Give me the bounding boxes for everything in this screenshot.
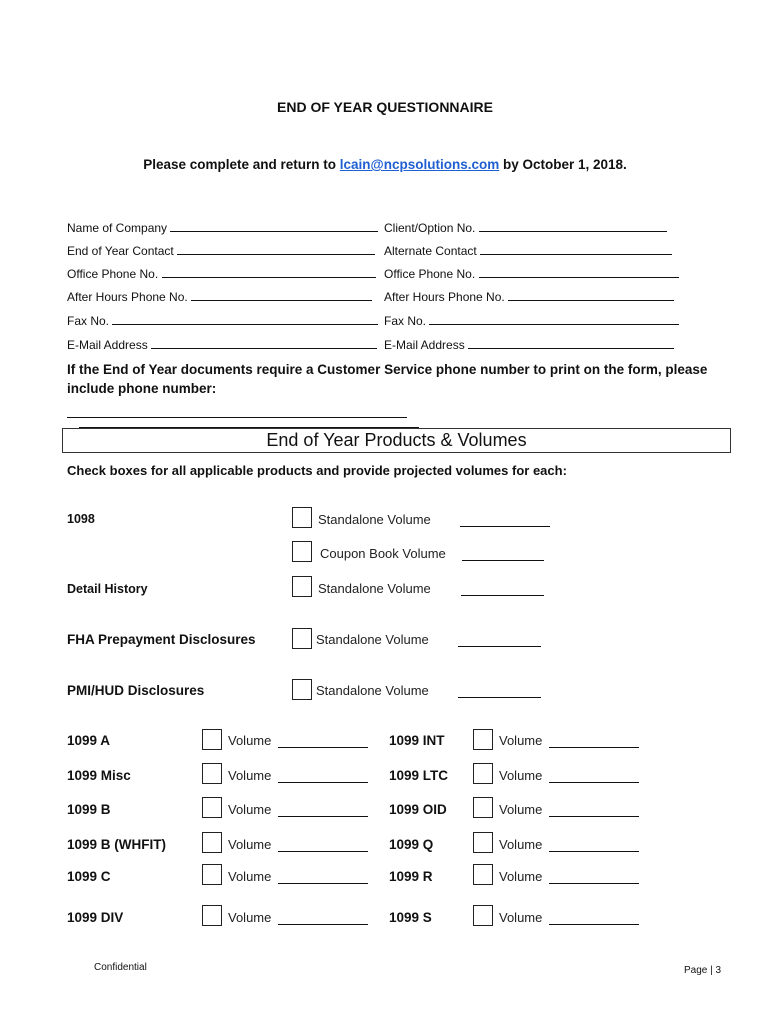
checkbox-fha[interactable] [292,628,312,649]
product-1099-b-whfit: 1099 B (WHFIT) [67,837,167,852]
product-1099-int: 1099 INT [389,733,445,748]
section-title: End of Year Products & Volumes [266,430,527,450]
checkbox-1098-standalone[interactable] [292,507,312,528]
field-email-address-2[interactable] [384,337,674,352]
field-label: After Hours Phone No. [384,290,505,304]
field-end-of-year-contact[interactable] [67,243,375,258]
product-1099-c: 1099 C [67,869,111,884]
product-1099-ltc: 1099 LTC [389,768,449,783]
volume-blank[interactable] [549,851,639,852]
field-blank[interactable] [162,266,376,278]
checkbox-1099-oid[interactable] [473,797,493,818]
standalone-volume-label: Standalone Volume [316,632,429,647]
field-blank[interactable] [112,313,378,325]
field-label: Name of Company [67,221,168,235]
field-blank[interactable] [508,289,674,301]
checkbox-1099-div[interactable] [202,905,222,926]
check-instruction: Check boxes for all applicable products and provide projected volumes for each: [67,463,567,478]
page-title: END OF YEAR QUESTIONNAIRE [277,99,493,115]
checkbox-1098-coupon[interactable] [292,541,312,562]
volume-label: Volume [499,768,543,783]
product-1099-q: 1099 Q [389,837,434,852]
field-blank[interactable] [479,266,679,278]
field-label: Office Phone No. [67,267,159,281]
volume-blank[interactable] [458,646,541,647]
footer-page-number: Page | 3 [684,965,722,976]
volume-label: Volume [228,837,272,852]
checkbox-1099-r[interactable] [473,864,493,885]
field-office-phone-2[interactable] [384,266,679,281]
volume-blank[interactable] [278,924,368,925]
volume-label: Volume [499,837,543,852]
volume-blank[interactable] [462,560,544,561]
field-email-address[interactable] [67,337,377,352]
standalone-volume-label: Standalone Volume [318,581,431,596]
checkbox-pmi-hud[interactable] [292,679,312,700]
volume-blank[interactable] [278,747,368,748]
return-instruction [0,157,770,172]
product-fha: FHA Prepayment Disclosures [67,632,256,647]
volume-label: Volume [228,910,272,925]
product-1099-r: 1099 R [389,869,433,884]
checkbox-1099-a[interactable] [202,729,222,750]
field-label: End of Year Contact [67,244,174,258]
field-after-hours-phone[interactable] [67,289,372,304]
product-pmi-hud: PMI/HUD Disclosures [67,683,205,698]
volume-label: Volume [228,869,272,884]
field-blank[interactable] [191,289,372,301]
field-label: Client/Option No. [384,221,476,235]
volume-blank[interactable] [278,816,368,817]
volume-blank[interactable] [461,595,544,596]
volume-blank[interactable] [278,883,368,884]
checkbox-1099-q[interactable] [473,832,493,853]
standalone-volume-label: Standalone Volume [316,683,429,698]
volume-label: Volume [499,869,543,884]
field-label: After Hours Phone No. [67,290,188,304]
field-label: Alternate Contact [384,244,477,258]
volume-blank[interactable] [278,782,368,783]
field-label: Fax No. [384,314,427,328]
field-office-phone[interactable] [67,266,376,281]
volume-label: Volume [228,768,272,783]
field-name-of-company[interactable] [67,220,378,235]
volume-label: Volume [499,802,543,817]
volume-blank[interactable] [458,697,541,698]
field-label: E-Mail Address [67,338,148,352]
volume-blank[interactable] [549,747,639,748]
checkbox-1099-s[interactable] [473,905,493,926]
email-link[interactable]: lcain@ncpsolutions.com [339,157,500,172]
volume-blank[interactable] [549,816,639,817]
customer-service-note: If the End of Year documents require a Customer Service phone number to print on the form, please include phone number: [67,362,708,396]
field-blank[interactable] [479,220,667,232]
field-after-hours-phone-2[interactable] [384,289,674,304]
field-client-option[interactable] [384,220,667,235]
volume-blank[interactable] [549,782,639,783]
checkbox-1099-int[interactable] [473,729,493,750]
checkbox-1099-misc[interactable] [202,763,222,784]
instruction-pre: Please complete and return to [143,157,337,172]
product-1099-div: 1099 DIV [67,910,124,925]
field-blank[interactable] [429,313,679,325]
product-1098: 1098 [67,512,95,526]
field-alternate-contact[interactable] [384,243,672,258]
field-label: Fax No. [67,314,110,328]
standalone-volume-label: Standalone Volume [318,512,431,527]
phone-number-blank[interactable] [67,417,407,418]
volume-blank[interactable] [460,526,550,527]
field-blank[interactable] [468,337,674,349]
checkbox-1099-b-whfit[interactable] [202,832,222,853]
field-label: Office Phone No. [384,267,476,281]
coupon-book-volume-label: Coupon Book Volume [320,546,446,561]
field-blank[interactable] [177,243,375,255]
field-fax-2[interactable] [384,313,679,328]
field-fax[interactable] [67,313,378,328]
volume-blank[interactable] [278,851,368,852]
field-blank[interactable] [480,243,672,255]
volume-label: Volume [499,910,543,925]
volume-blank[interactable] [549,883,639,884]
product-detail-history: Detail History [67,582,148,596]
footer-confidential: Confidential [94,962,147,973]
checkbox-1099-b[interactable] [202,797,222,818]
volume-label: Volume [499,733,543,748]
field-blank[interactable] [170,220,378,232]
checkbox-1099-ltc[interactable] [473,763,493,784]
field-label: E-Mail Address [384,338,465,352]
product-1099-oid: 1099 OID [389,802,447,817]
field-blank[interactable] [151,337,377,349]
product-1099-a: 1099 A [67,733,111,748]
volume-label: Volume [228,802,272,817]
product-1099-misc: 1099 Misc [67,768,131,783]
volume-label: Volume [228,733,272,748]
product-1099-b: 1099 B [67,802,111,817]
checkbox-detail-history[interactable] [292,576,312,597]
checkbox-1099-c[interactable] [202,864,222,885]
product-1099-s: 1099 S [389,910,432,925]
volume-blank[interactable] [549,924,639,925]
instruction-post: by October 1, 2018. [502,157,627,172]
